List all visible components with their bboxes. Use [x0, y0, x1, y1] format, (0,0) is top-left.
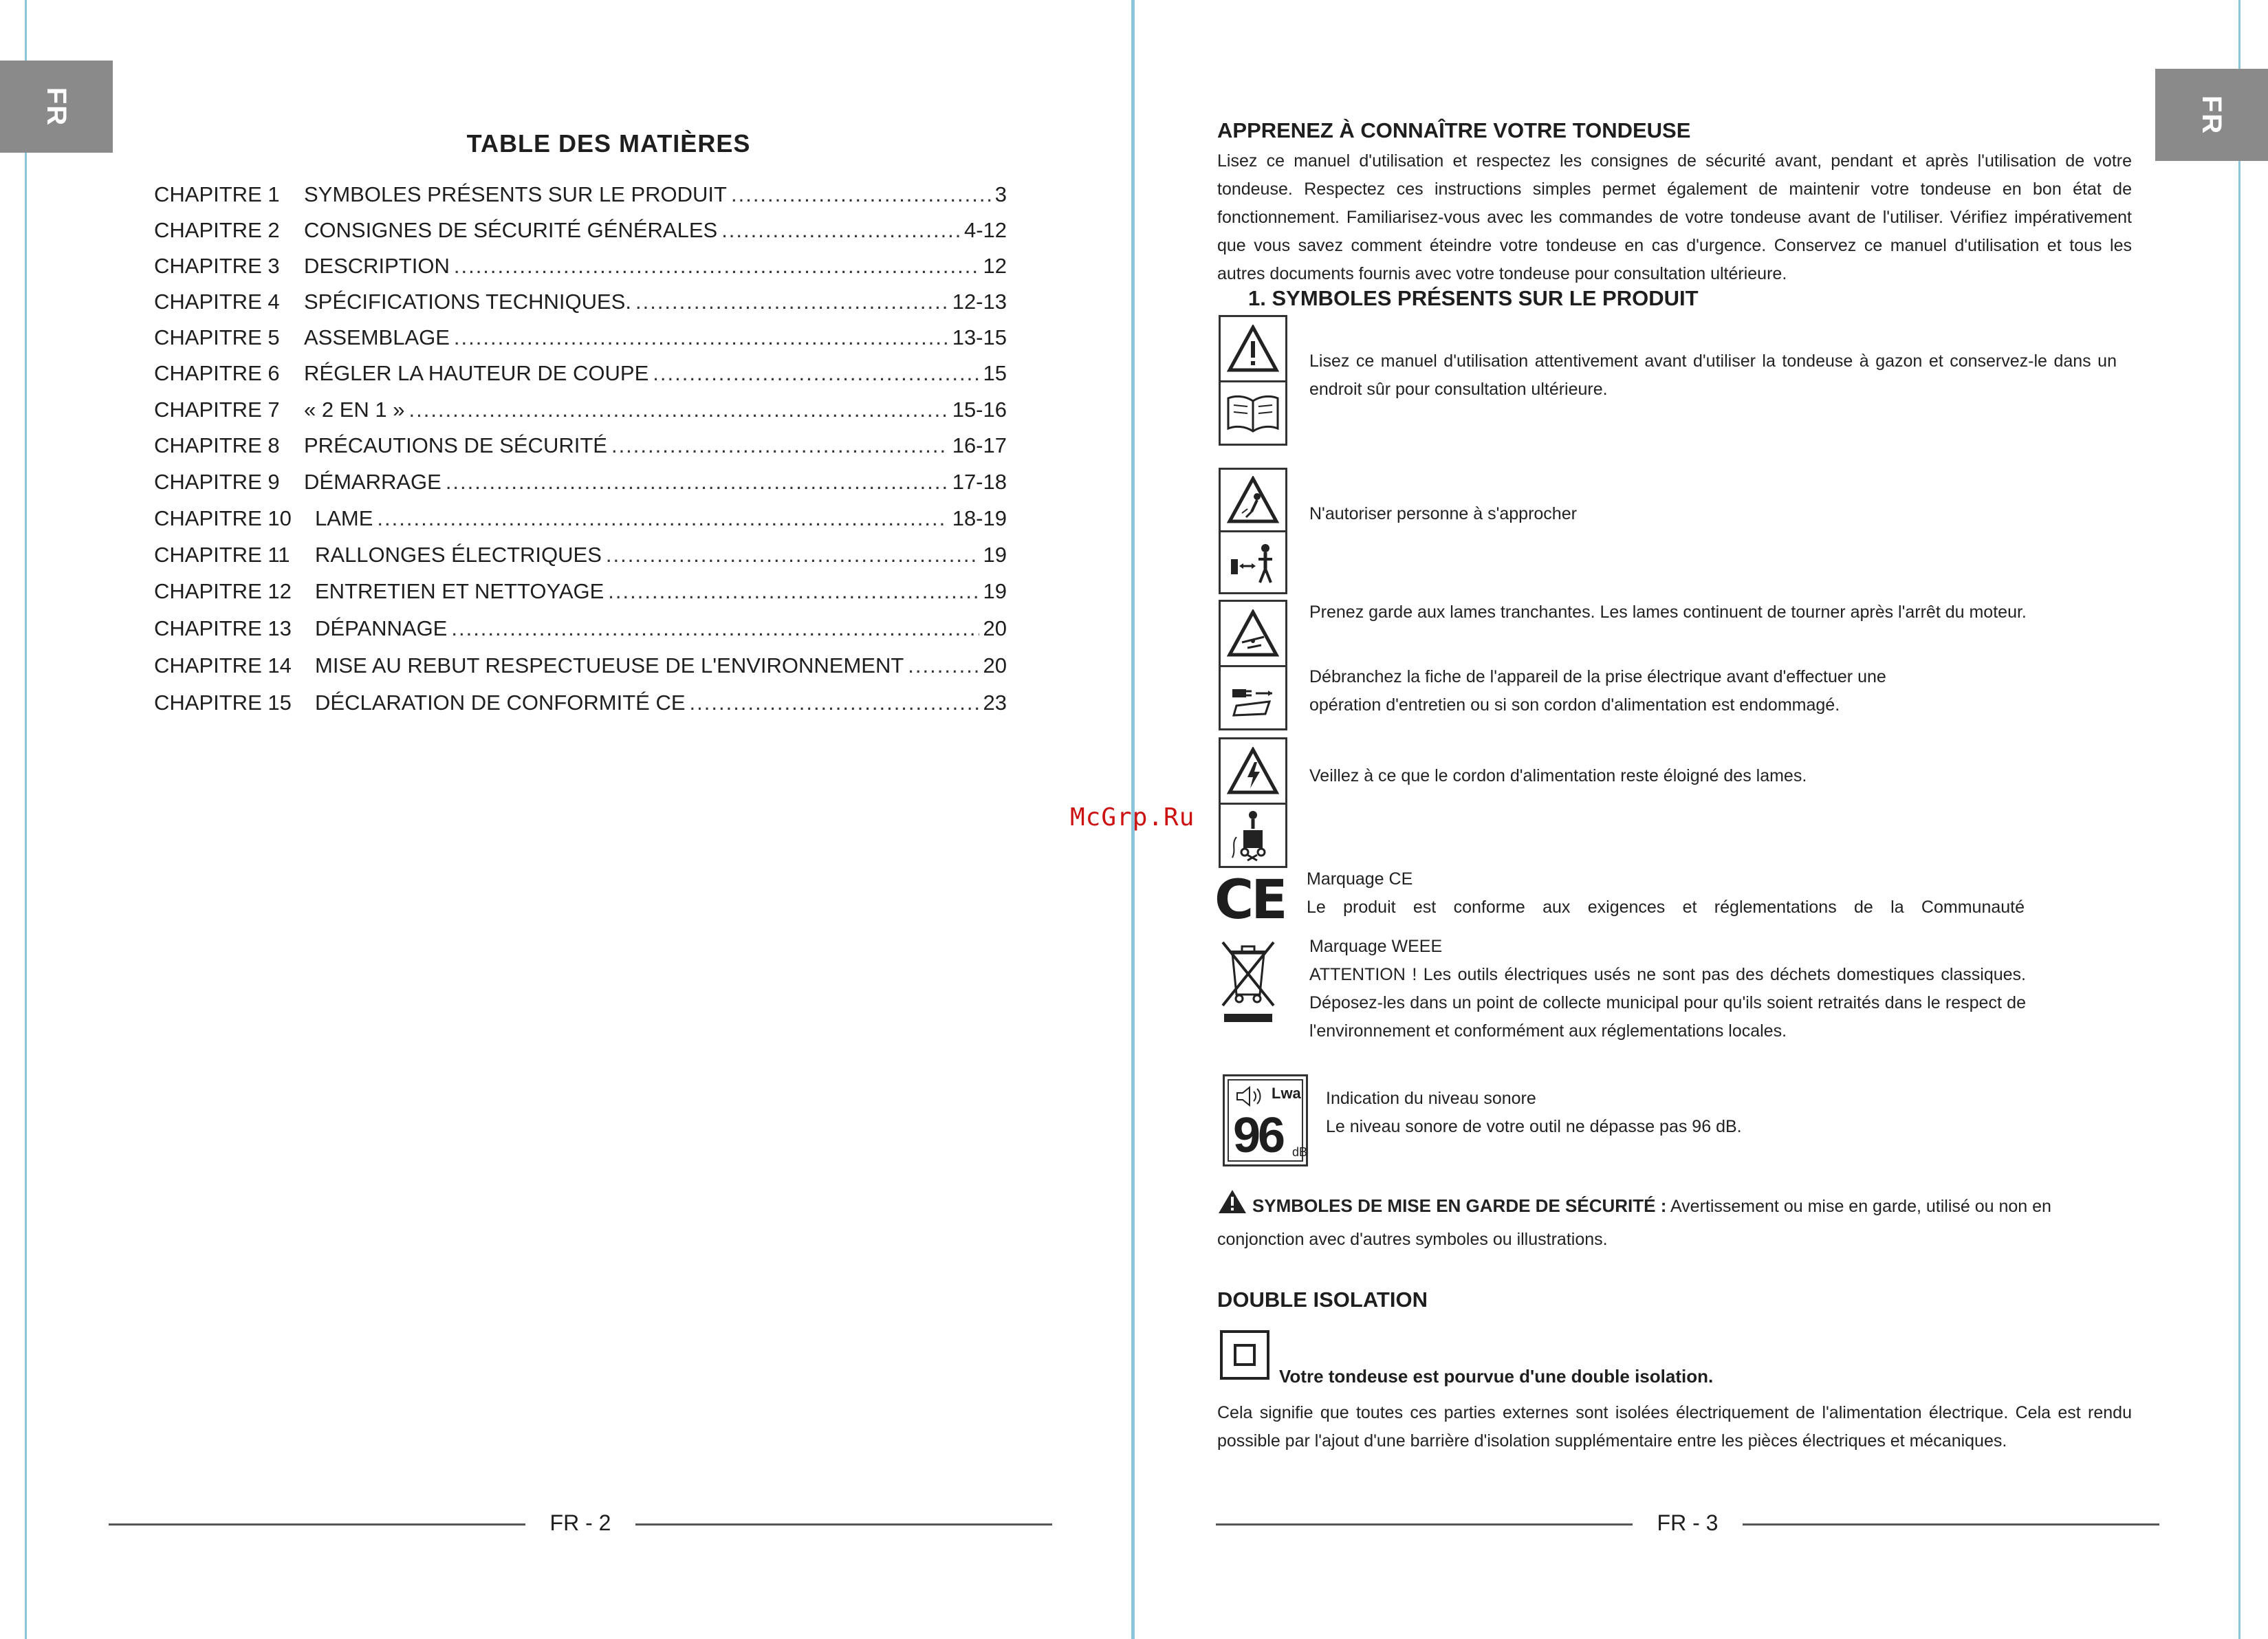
toc-page-number: 17-18: [952, 470, 1007, 494]
double-insulation-icon: [1220, 1330, 1269, 1380]
toc-entry[interactable]: [154, 613, 1007, 644]
toc-page-number: 15: [983, 361, 1007, 385]
read-manual-text: Lisez ce manuel d'utilisation attentivement avant d'utiliser la tondeuse à gazon et conservez-le dans un endroit sûr pour consultation ultérieure.: [1309, 351, 2117, 399]
toc-chapter-number: CHAPITRE 2: [154, 218, 280, 242]
toc-chapter-number: CHAPITRE 3: [154, 254, 280, 278]
right-footer-rule-right: [1743, 1523, 2159, 1526]
toc-entry[interactable]: [154, 250, 1007, 282]
toc-entry[interactable]: [154, 539, 1007, 571]
toc-page-number: 18-19: [952, 506, 1007, 530]
toc-leader-dots: [721, 215, 960, 246]
sharp-blade-warning-icon: [1221, 602, 1285, 665]
toc-leader-dots: [908, 650, 979, 682]
toc-leader-dots: [690, 687, 979, 719]
toc-chapter-number: CHAPITRE 10: [154, 506, 292, 530]
toc-page-number: 19: [983, 579, 1007, 603]
toc-chapter-title: DESCRIPTION: [304, 254, 450, 278]
left-footer-rule-right: [635, 1523, 1052, 1526]
toc-leader-dots: [454, 250, 979, 282]
toc-leader-dots: [731, 179, 991, 210]
toc-chapter-title: PRÉCAUTIONS DE SÉCURITÉ: [304, 433, 607, 457]
sound-title: Indication du niveau sonore: [1326, 1089, 1536, 1108]
sharp-blades-text: Prenez garde aux lames tranchantes. Les lames continuent de tourner après l'arrêt du moteur.: [1309, 603, 2027, 622]
open-book-icon: [1221, 380, 1285, 444]
toc-leader-dots: [608, 576, 979, 607]
safety-warning-paragraph: [1217, 1188, 2132, 1256]
toc-entry[interactable]: [154, 650, 1007, 682]
toc-leader-dots: [451, 613, 979, 644]
toc-chapter-title: SPÉCIFICATIONS TECHNIQUES.: [304, 290, 631, 314]
toc-leader-dots: [606, 539, 979, 571]
toc-leader-dots: [611, 430, 948, 462]
left-page-number: FR - 2: [549, 1510, 611, 1535]
toc-chapter-number: CHAPITRE 12: [154, 579, 292, 603]
toc-page-number: 19: [983, 543, 1007, 567]
bystander-distance-icon: [1221, 530, 1285, 592]
cord-away-symbol: [1219, 737, 1287, 868]
toc-leader-dots: [408, 394, 948, 426]
toc-chapter-number: CHAPITRE 9: [154, 470, 280, 494]
toc-leader-dots: [377, 503, 948, 534]
double-insulation-heading: DOUBLE ISOLATION: [1217, 1288, 1428, 1312]
toc-page-number: 20: [983, 616, 1007, 640]
toc-page-number: 4-12: [963, 218, 1007, 242]
flying-debris-warning-icon: [1221, 470, 1285, 530]
sound-text: Le niveau sonore de votre outil ne dépasse pas 96 dB.: [1326, 1117, 1742, 1136]
toc-entry[interactable]: [154, 358, 1007, 389]
sound-level-inner: [1228, 1079, 1308, 1163]
toc-title: TABLE DES MATIÈRES: [466, 129, 751, 158]
watermark: McGrp.Ru: [1070, 803, 1195, 832]
mower-cord-icon: [1221, 803, 1285, 866]
toc-entry[interactable]: [154, 322, 1007, 354]
toc-page-number: 16-17: [952, 433, 1007, 457]
left-language-tab: [0, 61, 113, 153]
right-language-tab: [2155, 69, 2268, 161]
ce-title: Marquage CE: [1307, 869, 1413, 889]
sound-level-value: 96: [1233, 1108, 1283, 1163]
toc-entry[interactable]: [154, 215, 1007, 246]
toc-chapter-number: CHAPITRE 7: [154, 398, 280, 422]
right-page-number: FR - 3: [1657, 1510, 1719, 1535]
toc-chapter-number: CHAPITRE 4: [154, 290, 280, 314]
toc-entry[interactable]: [154, 286, 1007, 318]
section-heading: APPRENEZ À CONNAÎTRE VOTRE TONDEUSE: [1217, 118, 1691, 142]
toc-chapter-title: MISE AU REBUT RESPECTUEUSE DE L'ENVIRONNEMENT: [315, 653, 904, 677]
keep-away-symbol: [1219, 468, 1287, 594]
toc-chapter-title: « 2 EN 1 »: [304, 398, 405, 422]
weee-bin-icon: [1217, 937, 1279, 1030]
toc-entry[interactable]: [154, 466, 1007, 498]
weee-title: Marquage WEEE: [1309, 937, 1443, 956]
toc-chapter-number: CHAPITRE 15: [154, 691, 292, 715]
toc-chapter-title: DÉCLARATION DE CONFORMITÉ CE: [315, 691, 686, 715]
toc-chapter-number: CHAPITRE 13: [154, 616, 292, 640]
intro-paragraph: Lisez ce manuel d'utilisation et respectez les consignes de sécurité avant, pendant et après l'utilisation de votre tondeuse. Respectez ces instructions simples permet également de maintenir votre tondeuse en bon état de fonctionnement. Familiarisez-vous avec les commandes de votre tondeuse avant de l'utiliser. Vérifiez impérativement que vous savez comment éteindre votre tondeuse en cas d'urgence. Conservez ce manuel d'utilisation et tous les autres documents fournis avec votre tondeuse pour consultation ultérieure.: [1217, 151, 2132, 283]
ce-text: Le produit est conforme aux exigences et réglementations de la Communauté: [1307, 898, 2025, 917]
toc-page-number: 13-15: [952, 325, 1007, 349]
toc-chapter-title: RÉGLER LA HAUTEUR DE COUPE: [304, 361, 649, 385]
toc-chapter-title: CONSIGNES DE SÉCURITÉ GÉNÉRALES: [304, 218, 718, 242]
safety-warning-text: Avertissement ou mise en garde, utilisé ou non en conjonction avec d'autres symboles ou illustrations.: [1217, 1197, 2051, 1249]
toc-chapter-title: ASSEMBLAGE: [304, 325, 450, 349]
double-insulation-statement: Votre tondeuse est pourvue d'une double isolation.: [1279, 1366, 1714, 1387]
toc-leader-dots: [446, 466, 948, 498]
sound-lwa-label: Lwa: [1272, 1085, 1301, 1102]
toc-chapter-title: DÉPANNAGE: [315, 616, 448, 640]
toc-page-number: 23: [983, 691, 1007, 715]
electric-shock-warning-icon: [1221, 739, 1285, 803]
toc-entry[interactable]: [154, 179, 1007, 210]
toc-chapter-title: SYMBOLES PRÉSENTS SUR LE PRODUIT: [304, 182, 727, 206]
toc-page-number: 3: [994, 182, 1007, 206]
sound-level-unit: dB: [1292, 1145, 1308, 1159]
toc-entry[interactable]: [154, 394, 1007, 426]
unplug-text: Débranchez la fiche de l'appareil de la prise électrique avant d'effectuer une opération d'entretien ou si son cordon d'alimentation est endommagé.: [1309, 667, 1886, 715]
toc-chapter-number: CHAPITRE 1: [154, 182, 280, 206]
safety-warning-label: SYMBOLES DE MISE EN GARDE DE SÉCURITÉ :: [1252, 1195, 1667, 1216]
toc-chapter-title: RALLONGES ÉLECTRIQUES: [315, 543, 602, 567]
read-manual-symbol: [1219, 315, 1287, 446]
toc-leader-dots: [635, 286, 948, 318]
alert-triangle-icon: [1217, 1188, 1247, 1215]
toc-chapter-title: DÉMARRAGE: [304, 470, 441, 494]
toc-entry[interactable]: [154, 687, 1007, 719]
left-footer-rule-left: [109, 1523, 525, 1526]
ce-mark-icon: CE: [1214, 869, 1285, 931]
symbols-section-title: 1. SYMBOLES PRÉSENTS SUR LE PRODUIT: [1248, 286, 1699, 310]
toc-chapter-title: LAME: [315, 506, 373, 530]
toc-chapter-number: CHAPITRE 14: [154, 653, 292, 677]
right-tab-label: FR: [2196, 95, 2227, 135]
toc-chapter-title: ENTRETIEN ET NETTOYAGE: [315, 579, 604, 603]
toc-entry[interactable]: [154, 503, 1007, 534]
toc-page-number: 12: [983, 254, 1007, 278]
toc-page-number: 12-13: [952, 290, 1007, 314]
toc-page-number: 20: [983, 653, 1007, 677]
toc-entry[interactable]: [154, 576, 1007, 607]
double-insulation-paragraph: Cela signifie que toutes ces parties externes sont isolées électriquement de l'alimentation électrique. Cela est rendu possible par l'ajout d'une barrière d'isolation supplémentaire entre les pièces électriques et mécaniques.: [1217, 1403, 2132, 1451]
sound-level-icon: [1223, 1074, 1308, 1166]
toc-entry[interactable]: [154, 430, 1007, 462]
toc-chapter-number: CHAPITRE 5: [154, 325, 280, 349]
blade-unplug-symbol: [1219, 600, 1287, 730]
toc-chapter-number: CHAPITRE 8: [154, 433, 280, 457]
right-footer-rule-left: [1216, 1523, 1633, 1526]
toc-chapter-number: CHAPITRE 11: [154, 543, 290, 567]
toc-leader-dots: [653, 358, 979, 389]
weee-text: ATTENTION ! Les outils électriques usés ne sont pas des déchets domestiques classiques. Déposez-les dans un point de collecte municipal pour qu'ils soient retraités dans le respect de l'environnement et conformément aux réglementations locales.: [1309, 965, 2026, 1041]
toc-leader-dots: [454, 322, 948, 354]
left-tab-label: FR: [41, 87, 72, 127]
toc-page-number: 15-16: [952, 398, 1007, 422]
toc-chapter-number: CHAPITRE 6: [154, 361, 280, 385]
unplug-plug-icon: [1221, 665, 1285, 728]
cord-away-text: Veillez à ce que le cordon d'alimentation reste éloigné des lames.: [1309, 766, 1807, 785]
warning-triangle-icon: [1221, 317, 1285, 380]
keep-away-text: N'autoriser personne à s'approcher: [1309, 504, 1577, 523]
